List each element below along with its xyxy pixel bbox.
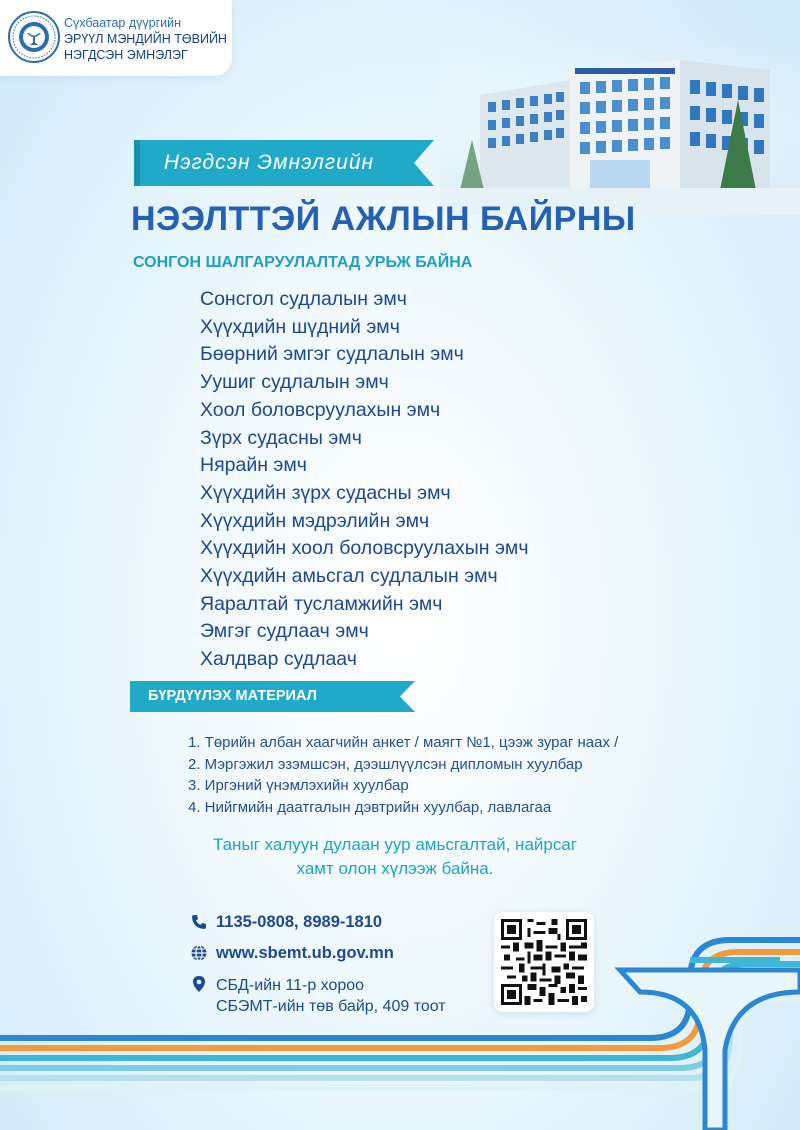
phone-icon [190,913,208,931]
materials-list [188,732,618,818]
invitation-line-2: хамт олон хүлээж байна. [296,859,494,878]
material-item: 3. Иргэний үнэмлэхийн хуулбар [188,777,409,794]
page-subtitle: СОНГОН ШАЛГАРУУЛАЛТАД УРЬЖ БАЙНА [133,254,473,271]
invitation-line-1: Таныг халуун дулаан уур амьсгалтай, найрсаг [212,835,577,854]
positions-list [200,286,529,674]
banner-title: Нэгдсэн Эмнэлгийн [163,151,375,174]
position-item: Хүүхдийн зүрх судасны эмч [200,481,451,504]
material-item: 2. Мэргэжил эзэмшсэн, дээшлүүлсэн дипломын хуулбар [188,755,583,773]
position-item: Хүүхдийн амьсгал судлалын эмч [200,565,498,588]
material-item: 1. Төрийн албан хаагчийн анкет / маягт №1, цээж зураг наах / [188,734,619,751]
qr-code-icon [501,919,587,1005]
position-item: Хоол боловсруулахын эмч [200,398,441,421]
org-district-name: Сүхбаатар дүүргийн [64,16,182,30]
position-item: Уушиг судлалын эмч [200,371,389,394]
website-link[interactable]: www.sbemt.ub.gov.mn [216,944,394,962]
page-title: НЭЭЛТТЭЙ АЖЛЫН БАЙРНЫ [131,200,636,238]
position-item: Сонсгол судлалын эмч [200,288,407,310]
address-line-2: СБЭМТ-ийн төв байр, 409 тоот [216,998,446,1015]
org-hospital-name: НЭГДСЭН ЭМНЭЛЭГ [64,48,188,62]
position-item: Халдвар судлаач [200,648,357,671]
hospital-emblem-icon [8,11,60,63]
contact-address-row [190,975,446,1017]
org-center-name: ЭРҮҮЛ МЭНДИЙН ТӨВИЙН [64,32,227,46]
contact-phone-row [190,913,382,932]
position-item: Зүрх судасны эмч [200,426,362,449]
position-item: Яаралтай тусламжийн эмч [200,592,443,615]
position-item: Нярайн эмч [200,454,307,477]
phone-number[interactable]: 1135-0808, 8989-1810 [216,913,383,931]
material-item: 4. Нийгмийн даатгалын дэвтрийн хуулбар, лавлагаа [188,798,552,816]
globe-icon [190,944,208,962]
position-item: Хүүхдийн хоол боловсруулахын эмч [200,537,529,560]
position-item: Бөөрний эмгэг судлалын эмч [200,343,464,366]
position-item: Эмгэг судлаач эмч [200,620,369,643]
qr-code-card[interactable] [494,912,594,1012]
hospital-building-image [440,40,800,215]
location-pin-icon [190,975,208,993]
invitation-text [190,833,600,881]
position-item: Хүүхдийн мэдрэлийн эмч [200,509,430,532]
address [216,975,446,1017]
contact-website-row [190,944,394,963]
position-item: Хүүхдийн шүдний эмч [200,315,400,338]
organization-logo-header [0,0,232,76]
materials-title: БҮРДҮҮЛЭХ МАТЕРИАЛ [148,688,317,704]
address-line-1: СБД-ийн 11-р хороо [216,977,365,994]
